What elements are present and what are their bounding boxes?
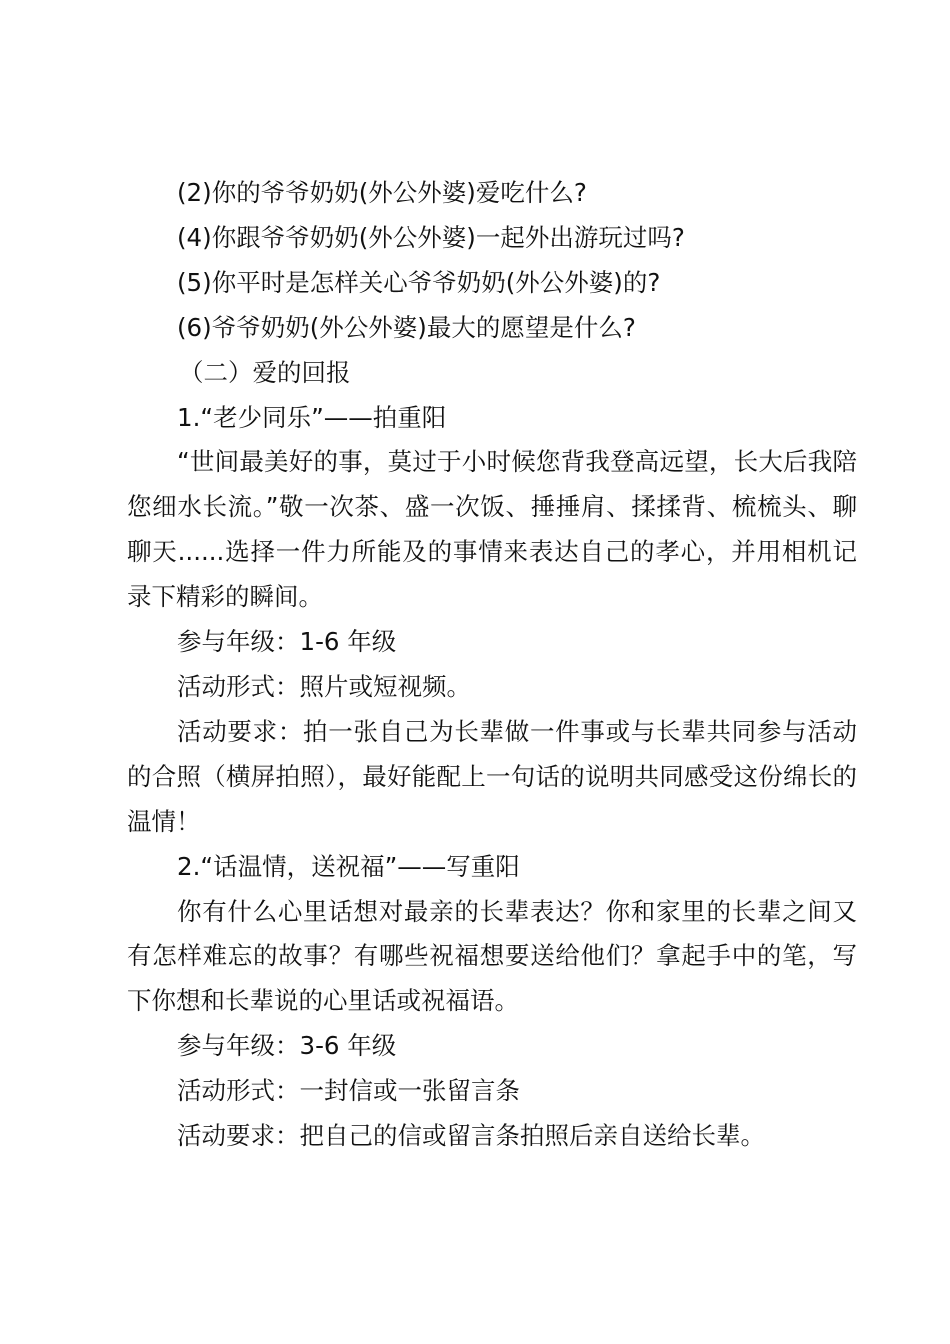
activity2-requirement: 活动要求：把自己的信或留言条拍照后亲自送给长辈。 xyxy=(177,1121,765,1151)
activity1-title: 1.“老少同乐”——拍重阳 xyxy=(177,402,447,432)
activity1-grades: 参与年级：1-6 年级 xyxy=(177,627,397,657)
activity1-requirement: 活动要求：拍一张自己为长辈做一件事或与长辈共同参与活动的合照（横屏拍照），最好能配上一句话的说明共同感受这份绵长的温情！ xyxy=(127,716,857,836)
activity1-description: “世间最美好的事，莫过于小时候您背我登高远望，长大后我陪您细水长流。”敬一次茶、盛一次饭、捶捶肩、揉揉背、梳梳头、聊聊天......选择一件力所能及的事情来表达自己的孝心，并用相机记录下精彩的瞬间。 xyxy=(127,447,857,612)
section-title: （二）爱的回报 xyxy=(179,357,351,387)
question-2: (2)你的爷爷奶奶(外公外婆)爱吃什么? xyxy=(177,178,587,207)
question-6: (6)爷爷奶奶(外公外婆)最大的愿望是什么? xyxy=(177,312,636,342)
question-5: (5)你平时是怎样关心爷爷奶奶(外公外婆)的? xyxy=(177,267,661,297)
activity2-title: 2.“话温情，送祝福”——写重阳 xyxy=(177,851,520,881)
activity2-grades: 参与年级：3-6 年级 xyxy=(177,1031,397,1061)
document-body xyxy=(127,171,857,1159)
activity1-form: 活动形式：照片或短视频。 xyxy=(177,671,471,701)
question-4: (4)你跟爷爷奶奶(外公外婆)一起外出游玩过吗? xyxy=(177,222,685,252)
activity2-description: 你有什么心里话想对最亲的长辈表达？你和家里的长辈之间又有怎样难忘的故事？有哪些祝福想要送给他们？拿起手中的笔，写下你想和长辈说的心里话或祝福语。 xyxy=(127,896,857,1016)
activity2-form: 活动形式：一封信或一张留言条 xyxy=(177,1076,520,1106)
